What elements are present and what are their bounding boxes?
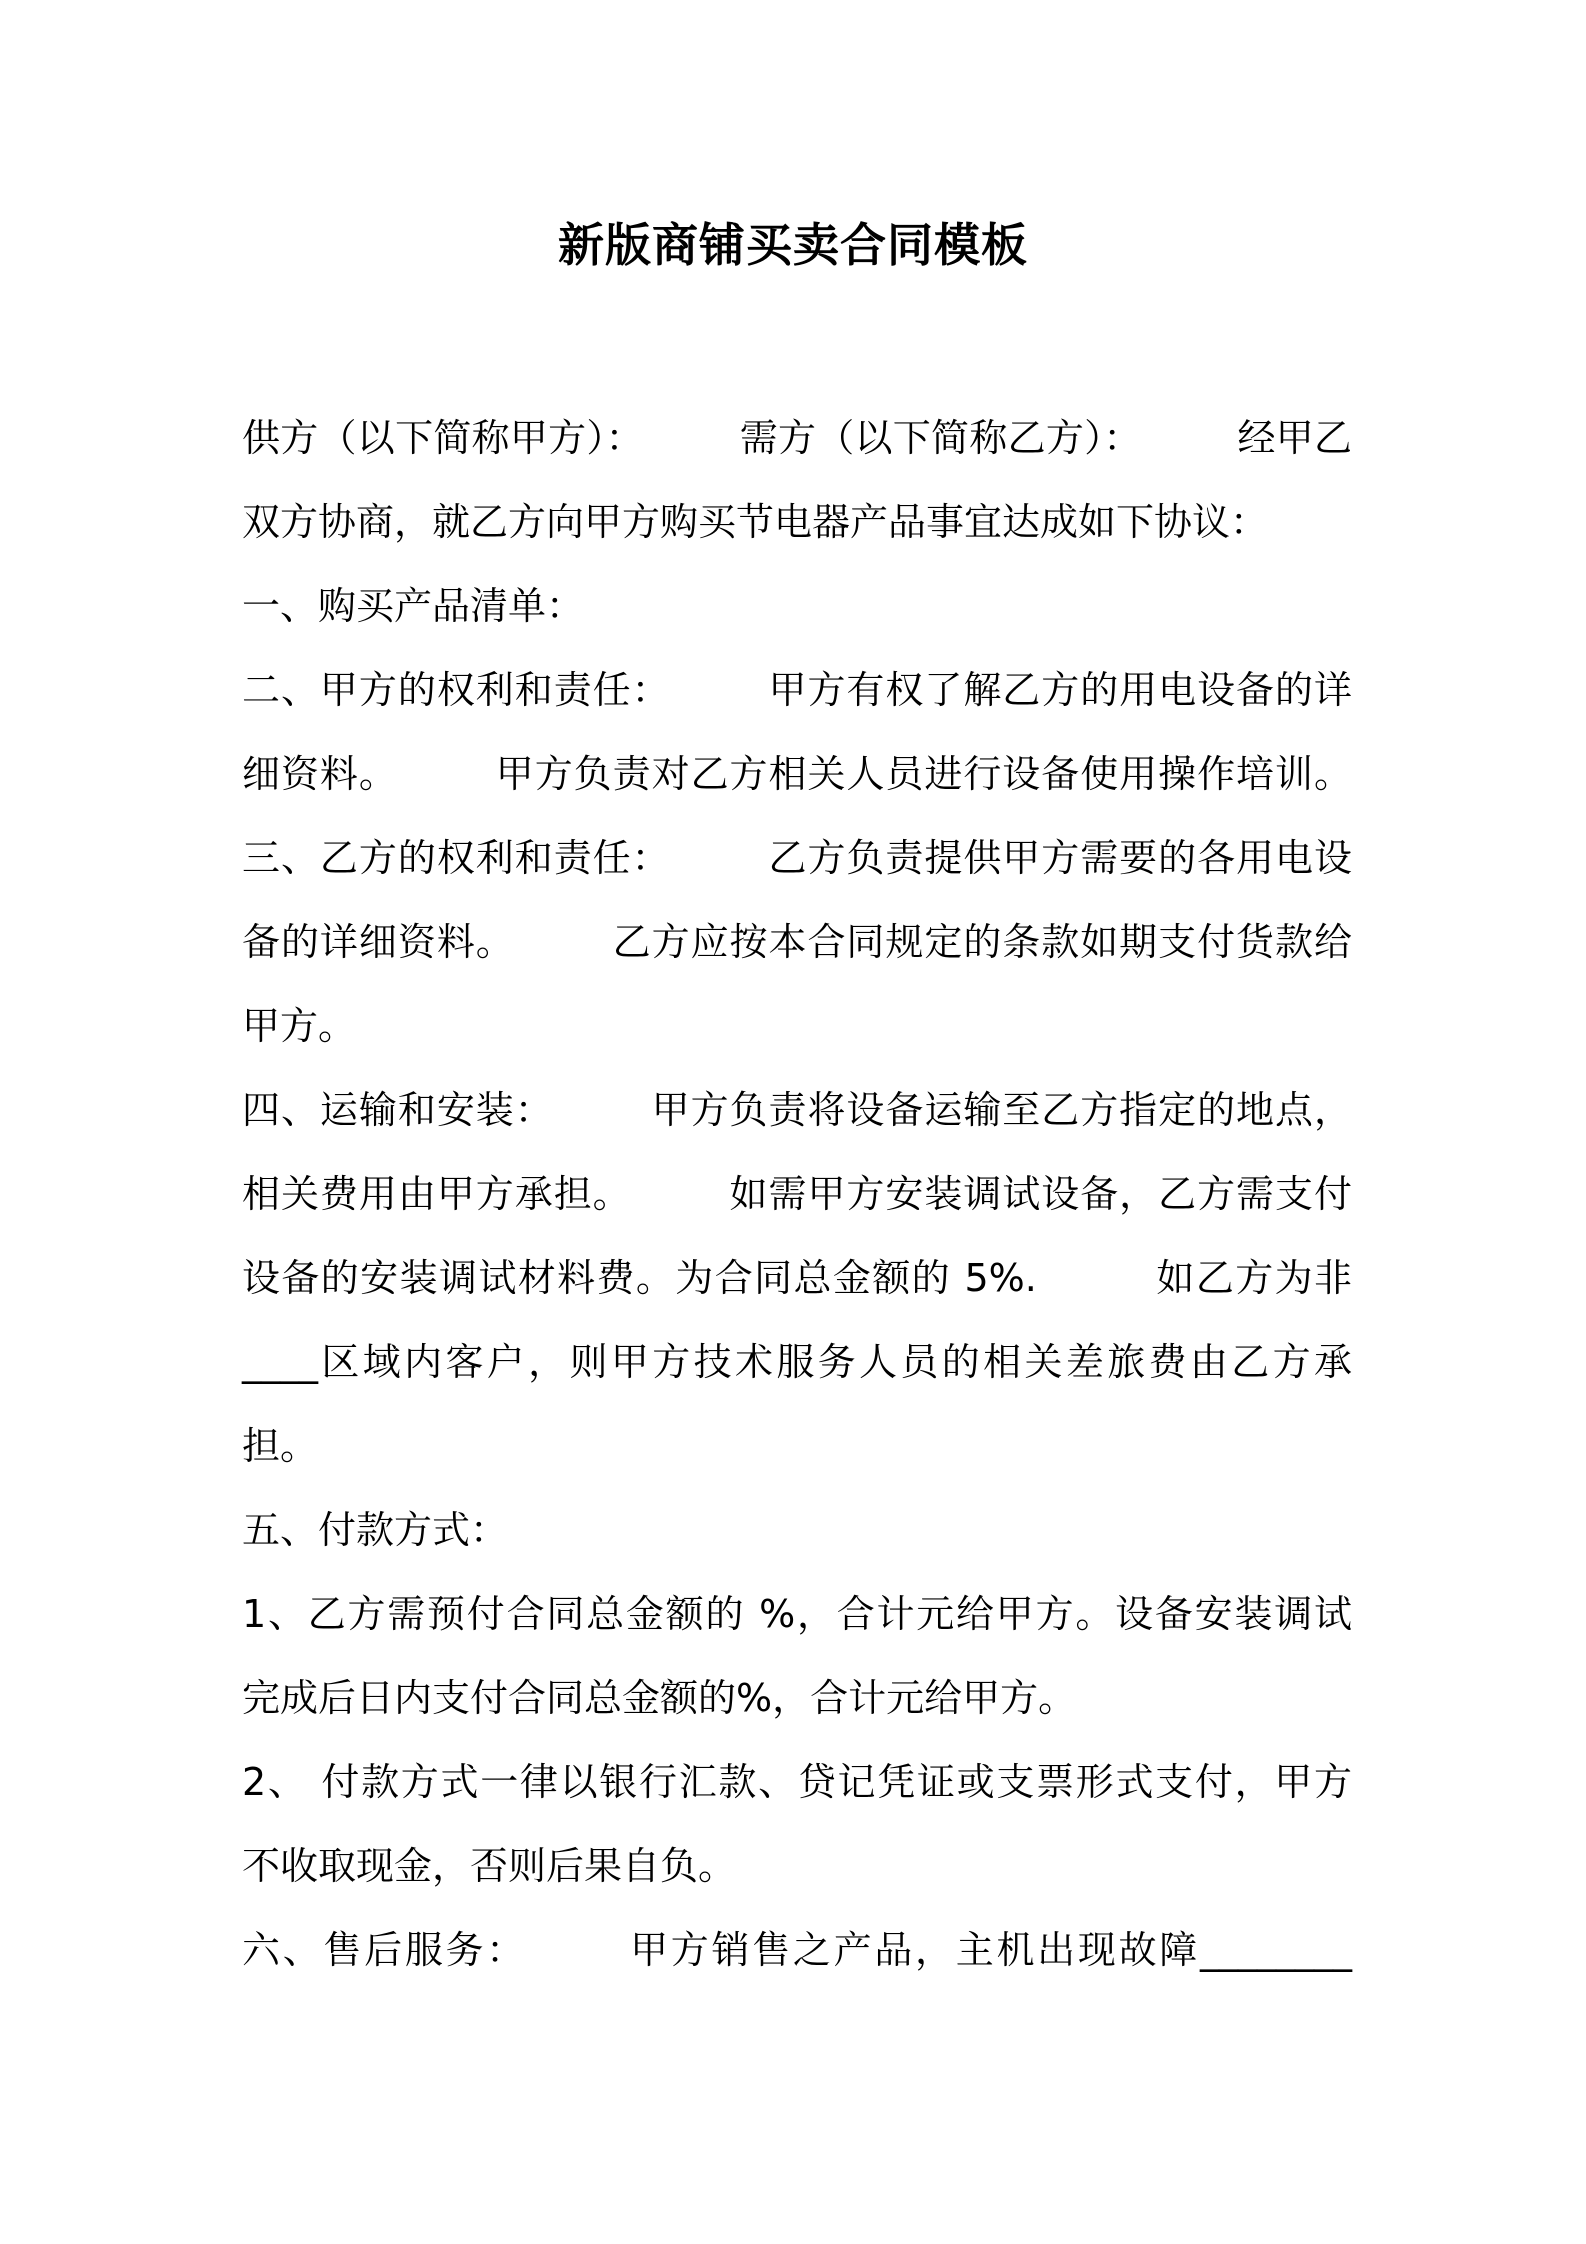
document-title: 新版商铺买卖合同模板	[558, 218, 1028, 272]
body-line: ____区域内客户，则甲方技术服务人员的相关差旅费由乙方承	[242, 1340, 1352, 1384]
body-line: 完成后日内支付合同总金额的%，合计元给甲方。	[242, 1676, 1077, 1720]
body-line: 不收取现金，否则后果自负。	[242, 1844, 737, 1888]
body-line: 六、售后服务： 甲方销售之产品，主机出现故障________	[242, 1928, 1352, 1972]
section-heading: 五、付款方式：	[242, 1508, 509, 1552]
body-line: 供方（以下简称甲方）： 需方（以下简称乙方）： 经甲乙	[242, 416, 1352, 460]
body-line: 细资料。 甲方负责对乙方相关人员进行设备使用操作培训。	[242, 752, 1352, 796]
body-line: 担。	[242, 1424, 319, 1468]
section-heading: 一、购买产品清单：	[242, 584, 585, 628]
body-line: 1、乙方需预付合同总金额的 %，合计元给甲方。设备安装调试	[242, 1592, 1352, 1636]
body-line: 二、甲方的权利和责任： 甲方有权了解乙方的用电设备的详	[242, 668, 1352, 712]
body-line: 甲方。	[242, 1004, 357, 1048]
body-line: 相关费用由甲方承担。 如需甲方安装调试设备，乙方需支付	[242, 1172, 1352, 1216]
body-line: 双方协商，就乙方向甲方购买节电器产品事宜达成如下协议：	[242, 500, 1269, 544]
body-line: 三、乙方的权利和责任： 乙方负责提供甲方需要的各用电设	[242, 836, 1352, 880]
body-line: 2、 付款方式一律以银行汇款、贷记凭证或支票形式支付，甲方	[242, 1760, 1352, 1804]
document-body	[242, 396, 1352, 1992]
body-line: 设备的安装调试材料费。为合同总金额的 5%. 如乙方为非	[242, 1256, 1352, 1300]
body-line: 四、运输和安装： 甲方负责将设备运输至乙方指定的地点，	[242, 1088, 1352, 1132]
body-line: 备的详细资料。 乙方应按本合同规定的条款如期支付货款给	[242, 920, 1352, 964]
